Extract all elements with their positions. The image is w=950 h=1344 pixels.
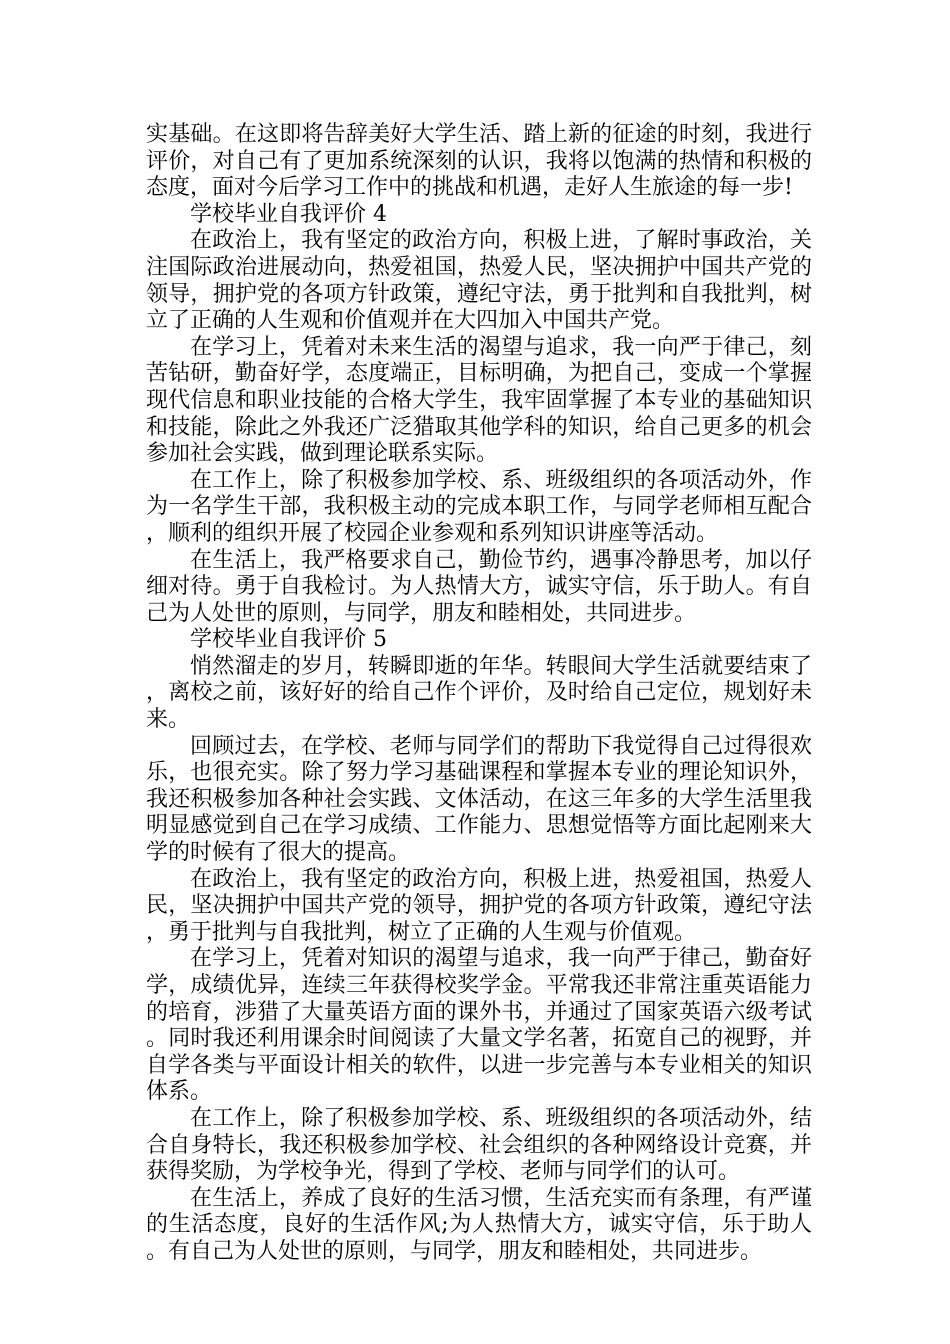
- paragraph-study-5: 在学习上，凭着对知识的渴望与追求，我一向严于律己，勤奋好学，成绩优异，连续三年获得校奖学金。平常我还非常注重英语能力的培育，涉猎了大量英语方面的课外书，并通过了国家英语六级考试。同时我还利用课余时间阅读了大量文学名著，拓宽自己的视野，并自学各类与平面设计相关的软件，以进一步完善与本专业相关的知识体系。: [146, 946, 812, 1105]
- paragraph-work-5: 在工作上，除了积极参加学校、系、班级组织的各项活动外，结合自身特长，我还积极参加学校、社会组织的各种网络设计竞赛，并获得奖励，为学校争光，得到了学校、老师与同学们的认可。: [146, 1105, 812, 1185]
- paragraph-work-4: 在工作上，除了积极参加学校、系、班级组织的各项活动外，作为一名学生干部，我积极主动的完成本职工作，与同学老师相互配合，顺利的组织开展了校园企业参观和系列知识讲座等活动。: [146, 467, 812, 546]
- document-page: [146, 122, 812, 1266]
- section-heading-4: 学校毕业自我评价 4: [190, 201, 387, 227]
- section-heading-5: 学校毕业自我评价 5: [190, 627, 387, 653]
- paragraph-politics-5: 在政治上，我有坚定的政治方向，积极上进，热爱祖国，热爱人民，坚决拥护中国共产党的领导，拥护党的各项方针政策，遵纪守法，勇于批判与自我批判，树立了正确的人生观与价值观。: [146, 866, 812, 945]
- paragraph-intro-5: 悄然溜走的岁月，转瞬即逝的年华。转眼间大学生活就要结束了，离校之前，该好好的给自己作个评价，及时给自己定位，规划好未来。: [146, 653, 812, 733]
- paragraph-politics-4: 在政治上，我有坚定的政治方向，积极上进，了解时事政治，关注国际政治进展动向，热爱祖国，热爱人民，坚决拥护中国共产党的领导，拥护党的各项方针政策，遵纪守法，勇于批判和自我批判，树立了正确的人生观和价值观并在大四加入中国共产党。: [146, 228, 812, 334]
- paragraph-continuation: 实基础。在这即将告辞美好大学生活、踏上新的征途的时刻，我进行评价，对自己有了更加系统深刻的认识，我将以饱满的热情和积极的态度，面对今后学习工作中的挑战和机遇，走好人生旅途的每一步!: [146, 122, 812, 201]
- paragraph-life-5: 在生活上，养成了良好的生活习惯，生活充实而有条理，有严谨的生活态度，良好的生活作风;为人热情大方，诚实守信，乐于助人。有自己为人处世的原则，与同学，朋友和睦相处，共同进步。: [146, 1185, 812, 1264]
- paragraph-review-5: 回顾过去，在学校、老师与同学们的帮助下我觉得自己过得很欢乐，也很充实。除了努力学习基础课程和掌握本专业的理论知识外，我还积极参加各种社会实践、文体活动，在这三年多的大学生活里我明显感觉到自己在学习成绩、工作能力、思想觉悟等方面比起刚来大学的时候有了很大的提高。: [146, 733, 812, 866]
- paragraph-study-4: 在学习上，凭着对未来生活的渴望与追求，我一向严于律己，刻苦钻研，勤奋好学，态度端正，目标明确，为把自己，变成一个掌握现代信息和职业技能的合格大学生，我牢固掌握了本专业的基础知识和技能，除此之外我还广泛猎取其他学科的知识，给自己更多的机会参加社会实践，做到理论联系实际。: [146, 334, 812, 467]
- paragraph-life-4: 在生活上，我严格要求自己，勤俭节约，遇事冷静思考，加以仔细对待。勇于自我检讨。为人热情大方，诚实守信，乐于助人。有自己为人处世的原则，与同学，朋友和睦相处，共同进步。: [146, 547, 812, 626]
